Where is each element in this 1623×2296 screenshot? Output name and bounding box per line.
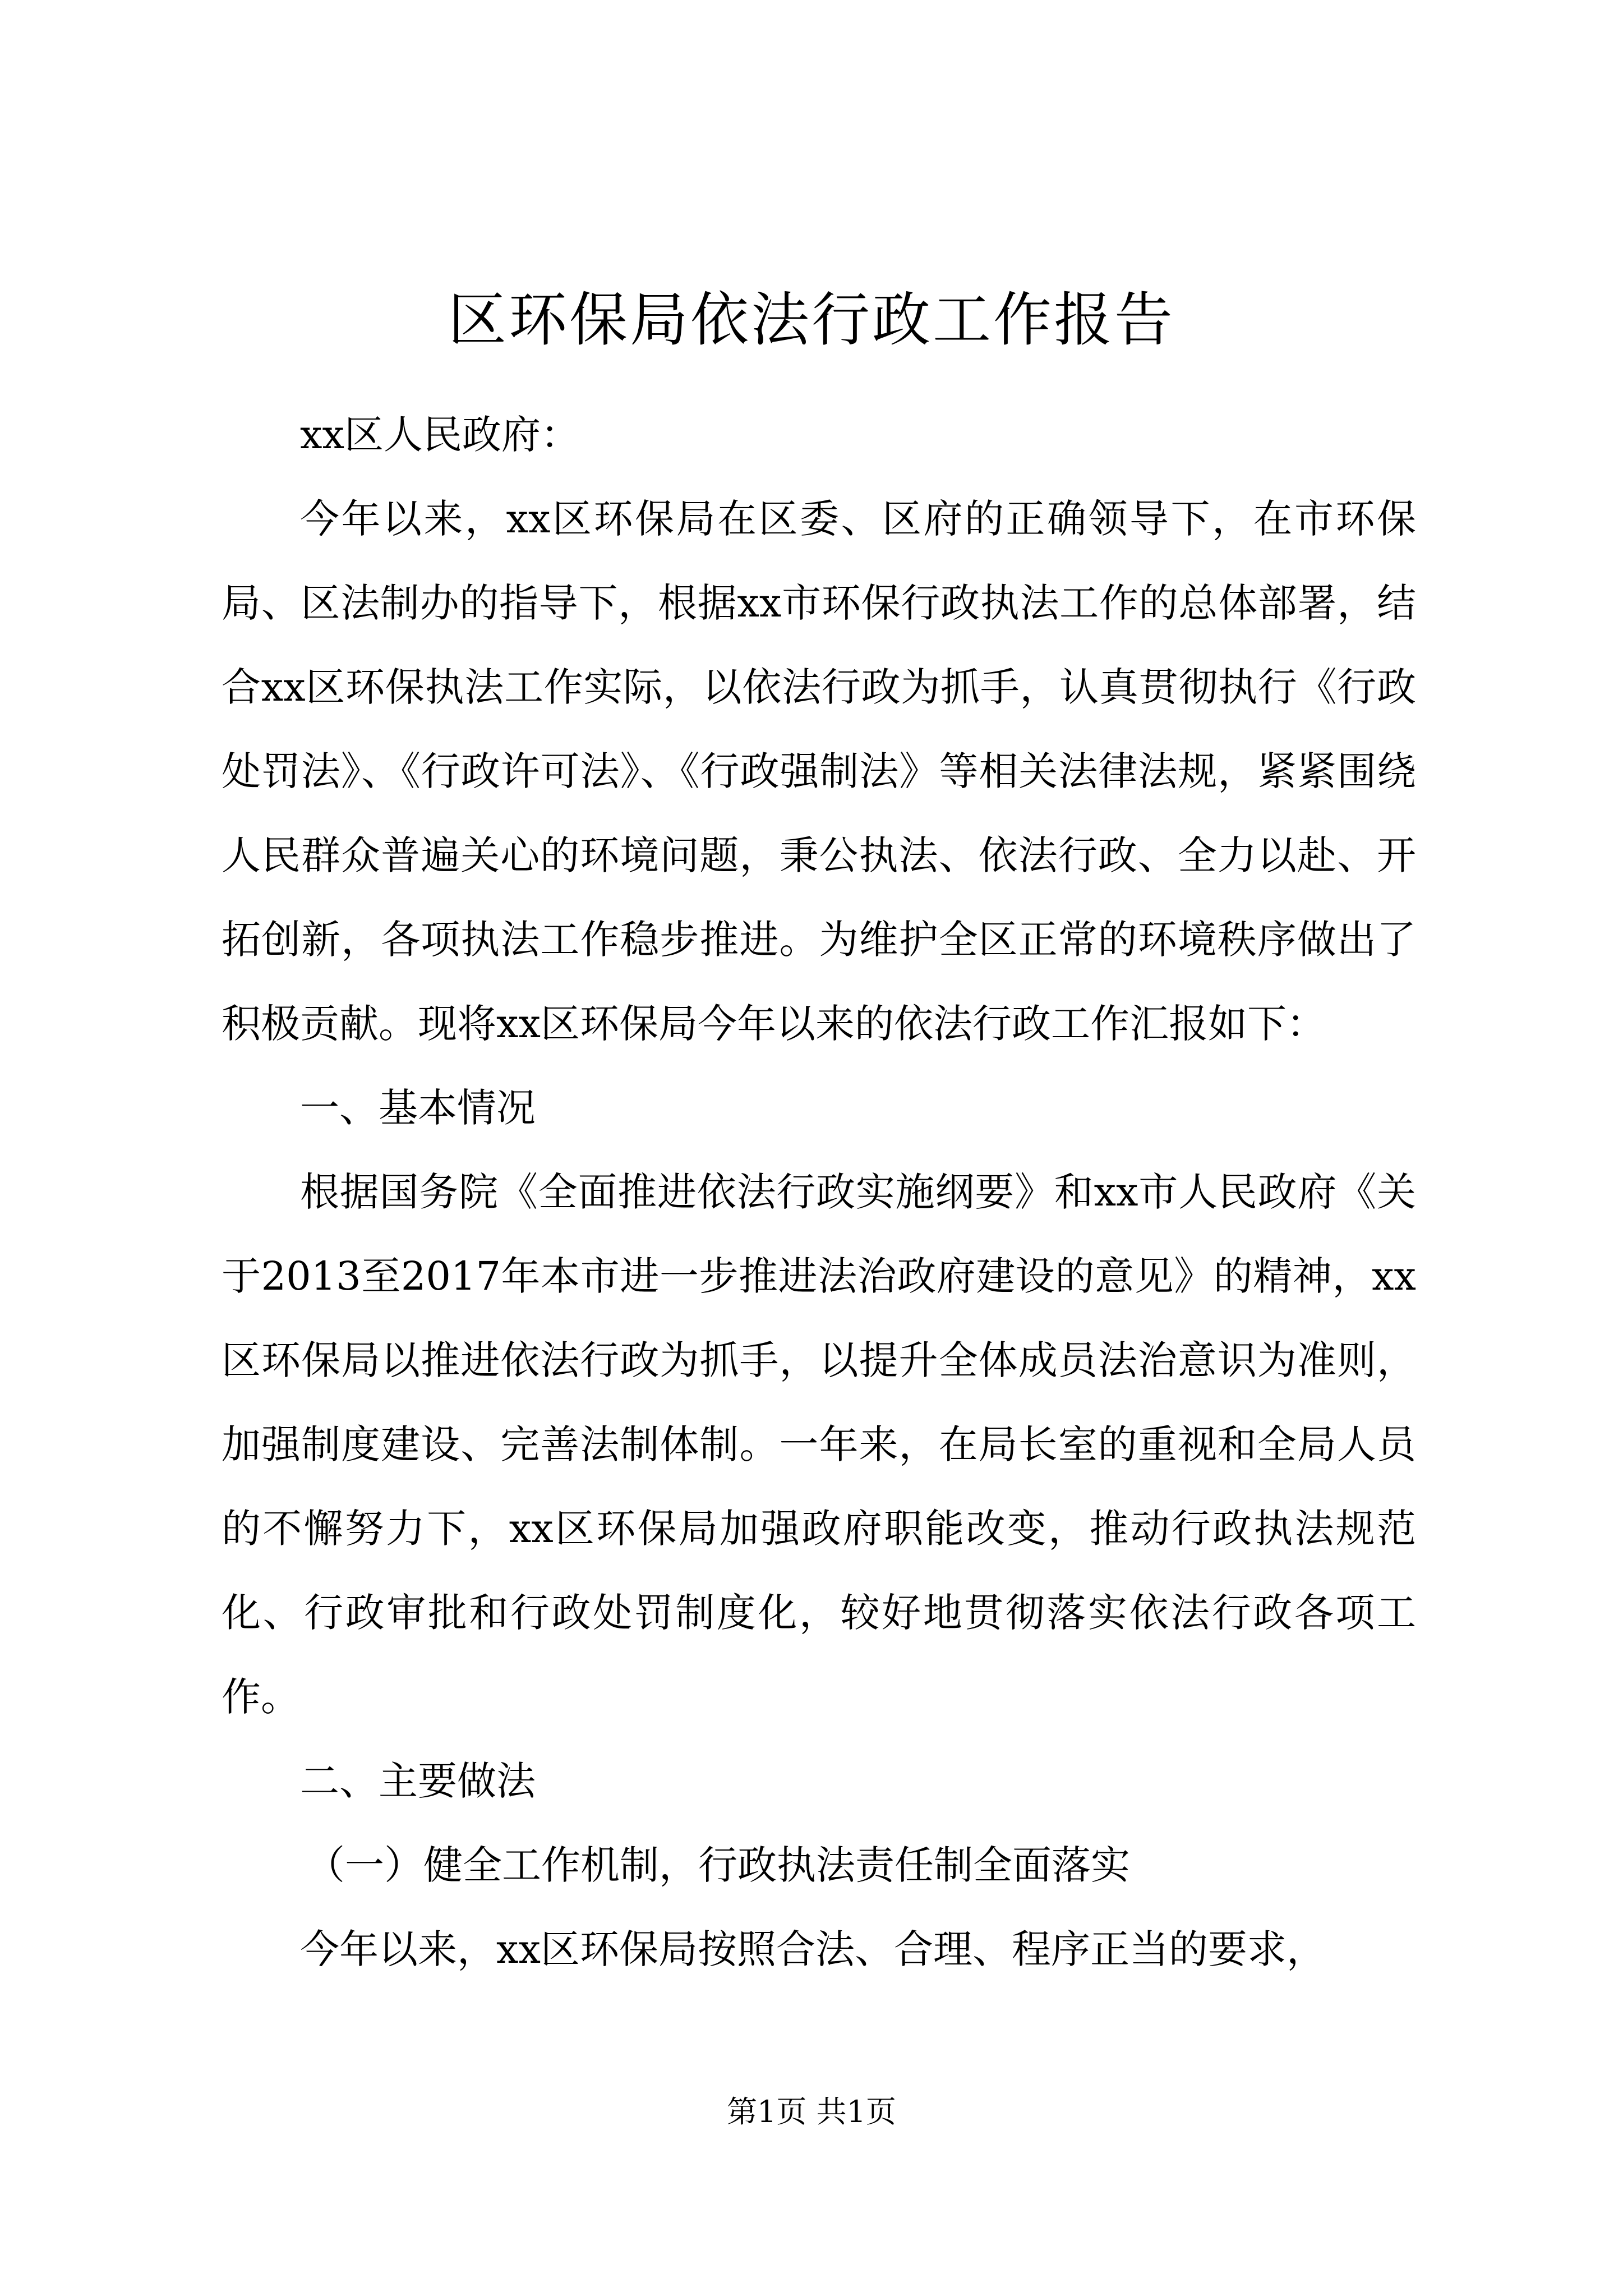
subsection-heading-work-mechanism: （一）健全工作机制，行政执法责任制全面落实: [306, 1842, 1130, 1888]
section-heading-basic-situation: 一、基本情况: [300, 1085, 536, 1131]
paragraph-basic-situation: 根据国务院《全面推进依法行政实施纲要》和xx市人民政府《关于2013至2017年本市进一步推进法治政府建设的意见》的精神，xx区环保局以推进依法行政为抓手，以提升全体成员法治意识为准则，加强制度建设、完善法制体制。一年来，在局长室的重视和全局人员的不懈努力下，xx区环保局加强政府职能改变，推动行政执法规范化、行政审批和行政处罚制度化，较好地贯彻落实依法行政各项工作。: [222, 1169, 1416, 1720]
page-footer: 第1页 共1页: [727, 2094, 896, 2129]
paragraph-intro: 今年以来，xx区环保局在区委、区府的正确领导下，在市环保局、区法制办的指导下，根据xx市环保行政执法工作的总体部署，结合xx区环保执法工作实际，以依法行政为抓手，认真贯彻执行《行政处罚法》、《行政许可法》、《行政强制法》等相关法律法规，紧紧围绕人民群众普遍关心的环境问题，秉公执法、依法行政、全力以赴、开拓创新，各项执法工作稳步推进。为维护全区正常的环境秩序做出了积极贡献。现将xx区环保局今年以来的依法行政工作汇报如下：: [222, 496, 1416, 1047]
section-heading-main-practices: 二、主要做法: [300, 1758, 536, 1804]
document-body: [222, 393, 1416, 1991]
paragraph-work-mechanism: 今年以来，xx区环保局按照合法、合理、程序正当的要求，: [300, 1926, 1326, 1972]
document-title: 区环保局依法行政工作报告: [448, 286, 1175, 354]
salutation: xx区人民政府：: [300, 412, 580, 458]
